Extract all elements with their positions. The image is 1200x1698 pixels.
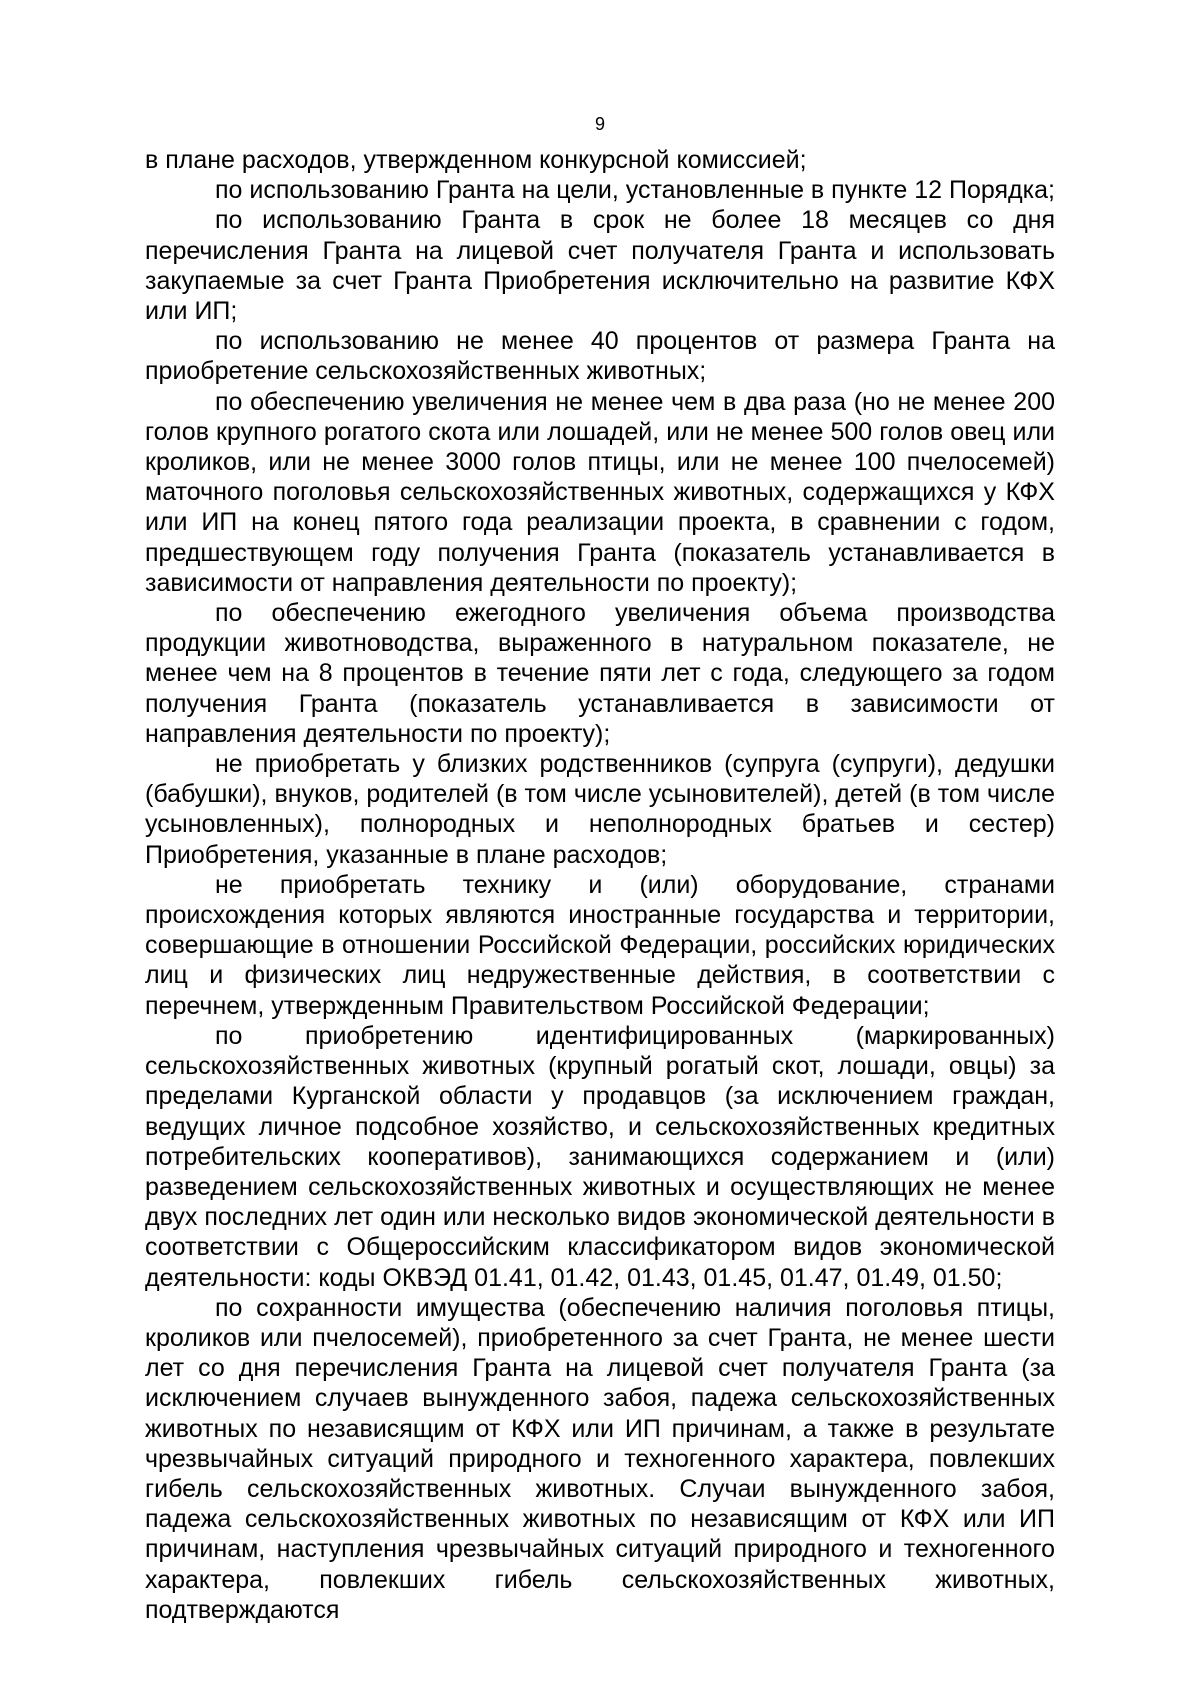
paragraph-6: по обеспечению ежегодного увеличения объема производства продукции животноводства, выраженного в натуральном показателе, не менее чем на 8 процентов в течение пяти лет с года, следующего за годом получения Гранта (показатель устанавливается в зависимости от направления деятельности по проекту); [145, 599, 1055, 748]
paragraph-3: по использованию Гранта в срок не более 18 месяцев со дня перечисления Гранта на лицевой счет получателя Гранта и использовать закупаемые за счет Гранта Приобретения исключительно на развитие КФХ или ИП; [145, 206, 1055, 326]
paragraph-5: по обеспечению увеличения не менее чем в два раза (но не менее 200 голов крупного рогатого скота или лошадей, или не менее 500 голов овец или кроликов, или не менее 3000 голов птицы, или не менее 100 пчелосемей) маточного поголовья сельскохозяйственных животных, содержащихся у КФХ или ИП на конец пятого года реализации проекта, в сравнении с годом, предшествующем году получения Гранта (показатель устанавливается в зависимости от направления деятельности по проекту); [145, 387, 1055, 597]
paragraph-4: по использованию не менее 40 процентов от размера Гранта на приобретение сельскохозяйственных животных; [145, 327, 1055, 386]
page-number: 9 [594, 114, 605, 134]
paragraph-10: по сохранности имущества (обеспечению наличия поголовья птицы, кроликов или пчелосемей), приобретенного за счет Гранта, не менее шести лет со дня перечисления Гранта на лицевой счет получателя Гранта (за исключением случаев вынужденного забоя, падежа сельскохозяйственных животных по независящим от КФХ или ИП причинам, а также в результате чрезвычайных ситуаций природного и техногенного характера, повлекших гибель сельскохозяйственных животных. Случаи вынужденного забоя, падежа сельскохозяйственных животных по независящим от КФХ или ИП причинам, наступления чрезвычайных ситуаций природного и техногенного характера, повлекших гибель сельскохозяйственных животных, подтверждаются [145, 1293, 1055, 1624]
paragraph-2: по использованию Гранта на цели, установленные в пункте 12 Порядка; [215, 176, 1055, 205]
paragraph-1: в плане расходов, утвержденном конкурсной комиссией; [145, 146, 807, 174]
paragraph-7: не приобретать у близких родственников (супруга (супруги), дедушки (бабушки), внуков, родителей (в том числе усыновителей), детей (в том числе усыновленных), полнородных и неполнородных братьев и сестер) Приобретения, указанные в плане расходов; [145, 750, 1055, 869]
paragraph-8: не приобретать технику и (или) оборудование, странами происхождения которых являются иностранные государства и территории, совершающие в отношении Российской Федерации, российских юридических лиц и физических лиц недружественные действия, в соответствии с перечнем, утвержденным Правительством Российской Федерации; [145, 870, 1055, 1020]
document-body [145, 145, 1055, 1625]
paragraph-9: по приобретению идентифицированных (маркированных) сельскохозяйственных животных (крупный рогатый скот, лошади, овцы) за пределами Курганской области у продавцов (за исключением граждан, ведущих личное подсобное хозяйство, и сельскохозяйственных кредитных потребительских кооперативов), занимающихся содержанием и (или) разведением сельскохозяйственных животных и осуществляющих не менее двух последних лет один или несколько видов экономической деятельности в соответствии с Общероссийским классификатором видов экономической деятельности: коды ОКВЭД 01.41, 01.42, 01.43, 01.45, 01.47, 01.49, 01.50; [145, 1021, 1055, 1292]
